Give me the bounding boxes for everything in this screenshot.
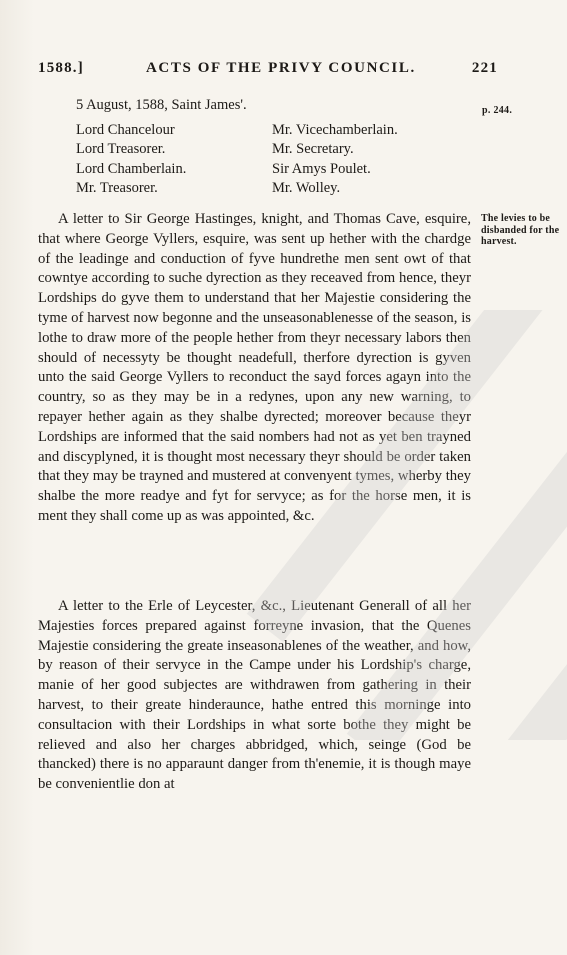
attendee-name: Mr. Secretary. bbox=[272, 141, 354, 158]
attendee-name: Lord Chancelour bbox=[76, 122, 175, 138]
letter-paragraph bbox=[38, 210, 471, 527]
meeting-dateline: 5 August, 1588, Saint James'. bbox=[76, 97, 247, 113]
paragraph-text: A letter to the Erle of Leycester, &c., Lieutenant Generall of all her Majesties forces prepared against forreyne invasion, that the Quenes Majestie considering the greate inseasonablenes of the weather, and how, by reason of their servyce in the Campe under his Lordship's charge, manie of her good subjectes are withdrawen from gathering in their harvest, to their greate hinderaunce, hathe entred this morninge into consultacion with their Lordships in what sorte bothe they might be relieved and also her charges abbridged, which, seinge (God be thancked) there is no apparaunt danger from th'enemie, it is though maye be convenientlie don at bbox=[38, 598, 471, 793]
attendee-name: Lord Treasorer. bbox=[76, 141, 166, 158]
attendee-column-right bbox=[272, 121, 398, 198]
attendee-name: Lord Chamberlain. bbox=[76, 160, 187, 177]
letter-paragraph bbox=[38, 597, 471, 795]
running-header bbox=[38, 60, 498, 84]
attendee-column-left bbox=[76, 121, 186, 198]
page-number: 221 bbox=[471, 60, 498, 76]
attendee-name: Mr. Vicechamberlain. bbox=[272, 122, 398, 138]
attendee-name: Mr. Wolley. bbox=[272, 179, 341, 196]
attendee-name: Sir Amys Poulet. bbox=[272, 160, 371, 177]
header-year: 1588.] bbox=[38, 60, 84, 76]
header-title: ACTS OF THE PRIVY COUNCIL. bbox=[146, 60, 416, 76]
side-page-reference: p. 244. bbox=[482, 105, 513, 116]
attendee-name: Mr. Treasorer. bbox=[76, 179, 158, 196]
paragraph-text: A letter to Sir George Hastinges, knight, and Thomas Cave, esquire, that where George Vyllers, esquire, was sent up hether with the chardge of the leadinge and conduction of fyve hundrethe men sent owt of that cowntye according to suche dyrection as they receaved from hence, theyr Lordships do gyve them to understand that her Majestie considering the tyme of harvest now begonne and the unseasonablenesse of the season, is lothe to draw more of the people hether from theyr necessary labors then should of necessyty be thought neadefull, therfore dyrection is gyven unto the said George Vyllers to reconduct the sayd forces agayn into the country, so as they may be in a redynes, upon any new warning, to repayer hether again as they shalbe dyrected; moreover because theyr Lordships are informed that the said nombers had not as yet ben trayned and discyplyned, it is thought most necessary theyr should be order taken that they may be trayned and mustered at convenyent tymes, wherby they shalbe the more readye and fyt for servyce; as for the horse men, it is ment they shall come up as was appointed, &c. bbox=[38, 211, 471, 524]
margin-note: The levies to be disbanded for the harvest. bbox=[481, 213, 560, 247]
